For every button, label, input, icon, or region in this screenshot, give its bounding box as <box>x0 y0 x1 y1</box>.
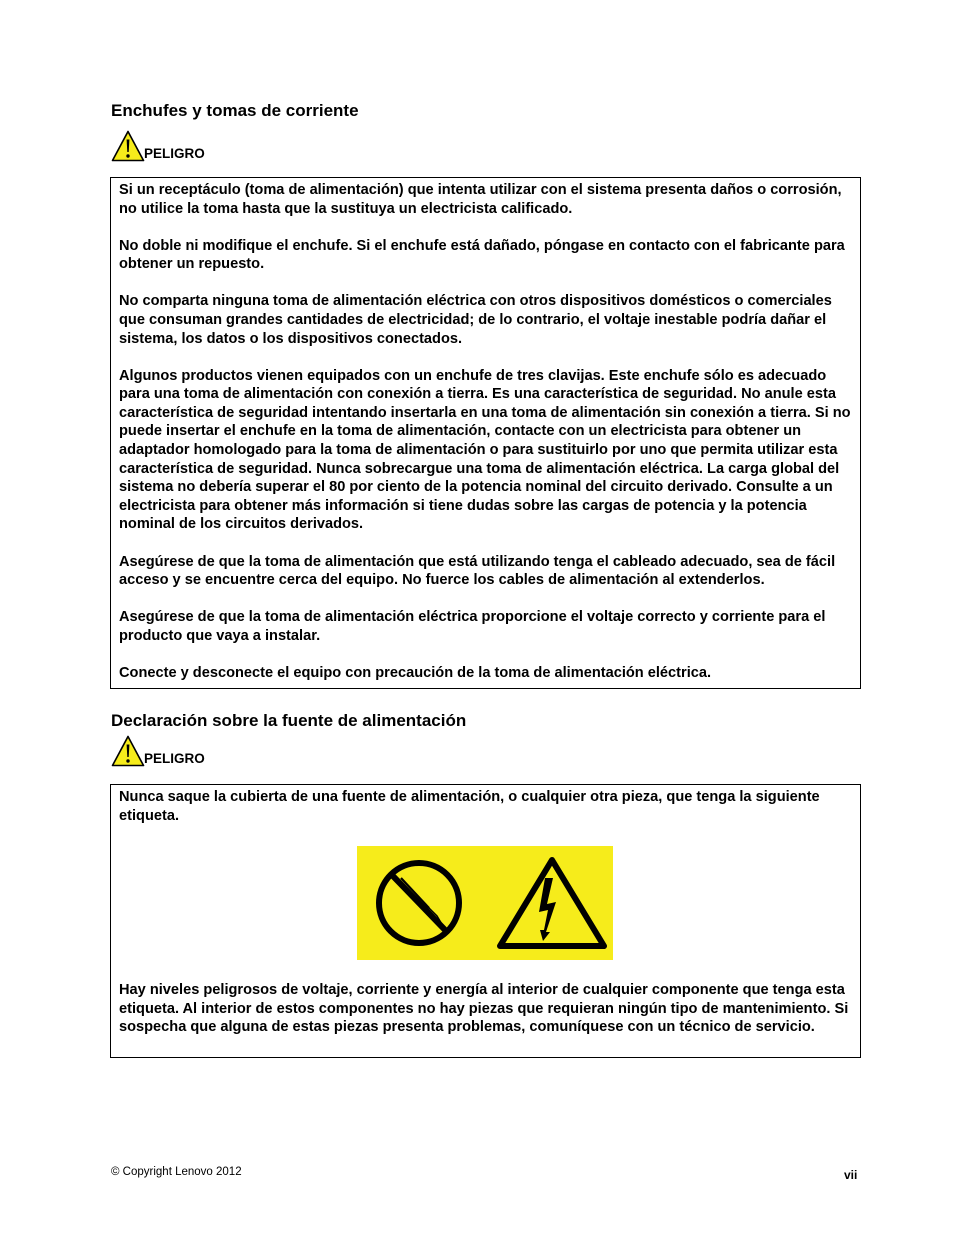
section-heading-power-supply: Declaración sobre la fuente de alimentación <box>111 711 467 730</box>
high-voltage-icon <box>500 860 604 946</box>
danger-label: PELIGRO <box>144 751 205 766</box>
warning-triangle-icon <box>111 130 145 162</box>
danger-paragraph: Hay niveles peligrosos de voltaje, corriente y energía al interior de cualquier componente que tenga esta etiqueta. Al interior de estos componentes no hay piezas que requieran ningún tipo de mantenimiento. Si sospecha que alguna de estas piezas presenta problemas, comuníquese con un técnico de servicio. <box>119 982 849 1036</box>
danger-paragraph: Asegúrese de que la toma de alimentación que está utilizando tenga el cableado adecuado, sea de fácil acceso y se encuentre cerca del equipo. No fuerce los cables de alimentación al extenderlos. <box>119 553 836 589</box>
danger-paragraph: No comparta ninguna toma de alimentación eléctrica con otros dispositivos domésticos o comerciales que consuman grandes cantidades de electricidad; de lo contrario, el voltaje inestable podría dañar el sistema, los datos o los dispositivos conectados. <box>119 293 832 347</box>
copyright-notice: © Copyright Lenovo 2012 <box>111 1166 242 1178</box>
danger-paragraph: Conecte y desconecte el equipo con precaución de la toma de alimentación eléctrica. <box>119 664 712 681</box>
warning-triangle-icon <box>111 735 145 767</box>
danger-paragraph: Si un receptáculo (toma de alimentación) que intenta utilizar con el sistema presenta daños o corrosión, no utilice la toma hasta que la sustituya un electricista calificado. <box>119 182 842 217</box>
page-number: vii <box>844 1168 858 1182</box>
danger-box-plugs <box>110 177 861 689</box>
no-tools-icon <box>379 863 459 943</box>
danger-notice <box>111 733 205 767</box>
danger-box-power-supply <box>110 784 861 1058</box>
danger-paragraph: Nunca saque la cubierta de una fuente de alimentación, o cualquier otra pieza, que tenga la siguiente etiqueta. <box>119 789 820 824</box>
danger-label: PELIGRO <box>144 146 205 161</box>
danger-paragraph: Asegúrese de que la toma de alimentación eléctrica proporcione el voltaje correcto y corriente para el producto que vaya a instalar. <box>119 609 826 644</box>
hazard-label-image <box>357 846 613 960</box>
danger-paragraph: No doble ni modifique el enchufe. Si el enchufe está dañado, póngase en contacto con el fabricante para obtener un repuesto. <box>119 237 845 273</box>
section-heading-plugs: Enchufes y tomas de corriente <box>111 101 359 120</box>
danger-paragraph: Algunos productos vienen equipados con un enchufe de tres clavijas. Este enchufe sólo es adecuado para una toma de alimentación con conexión a tierra. Es una característica de seguridad. No anule esta característica de seguridad intentando insertarla en una toma de alimentación sin conexión a tierra. Si no puede insertar el enchufe en la toma de alimentación, contacte con un electricista para obtener un adaptador homologado para la toma de alimentación o para sustituirlo por uno que permita utilizar esta característica de seguridad. Nunca sobrecargue una toma de alimentación eléctrica. La carga global del sistema no debería superar el 80 por ciento de la potencia nominal del circuito derivado. Consulte a un electricista para obtener más información si tiene dudas sobre las cargas de potencia y la potencia nominal de los circuitos derivados. <box>119 367 851 533</box>
danger-notice <box>111 128 205 162</box>
